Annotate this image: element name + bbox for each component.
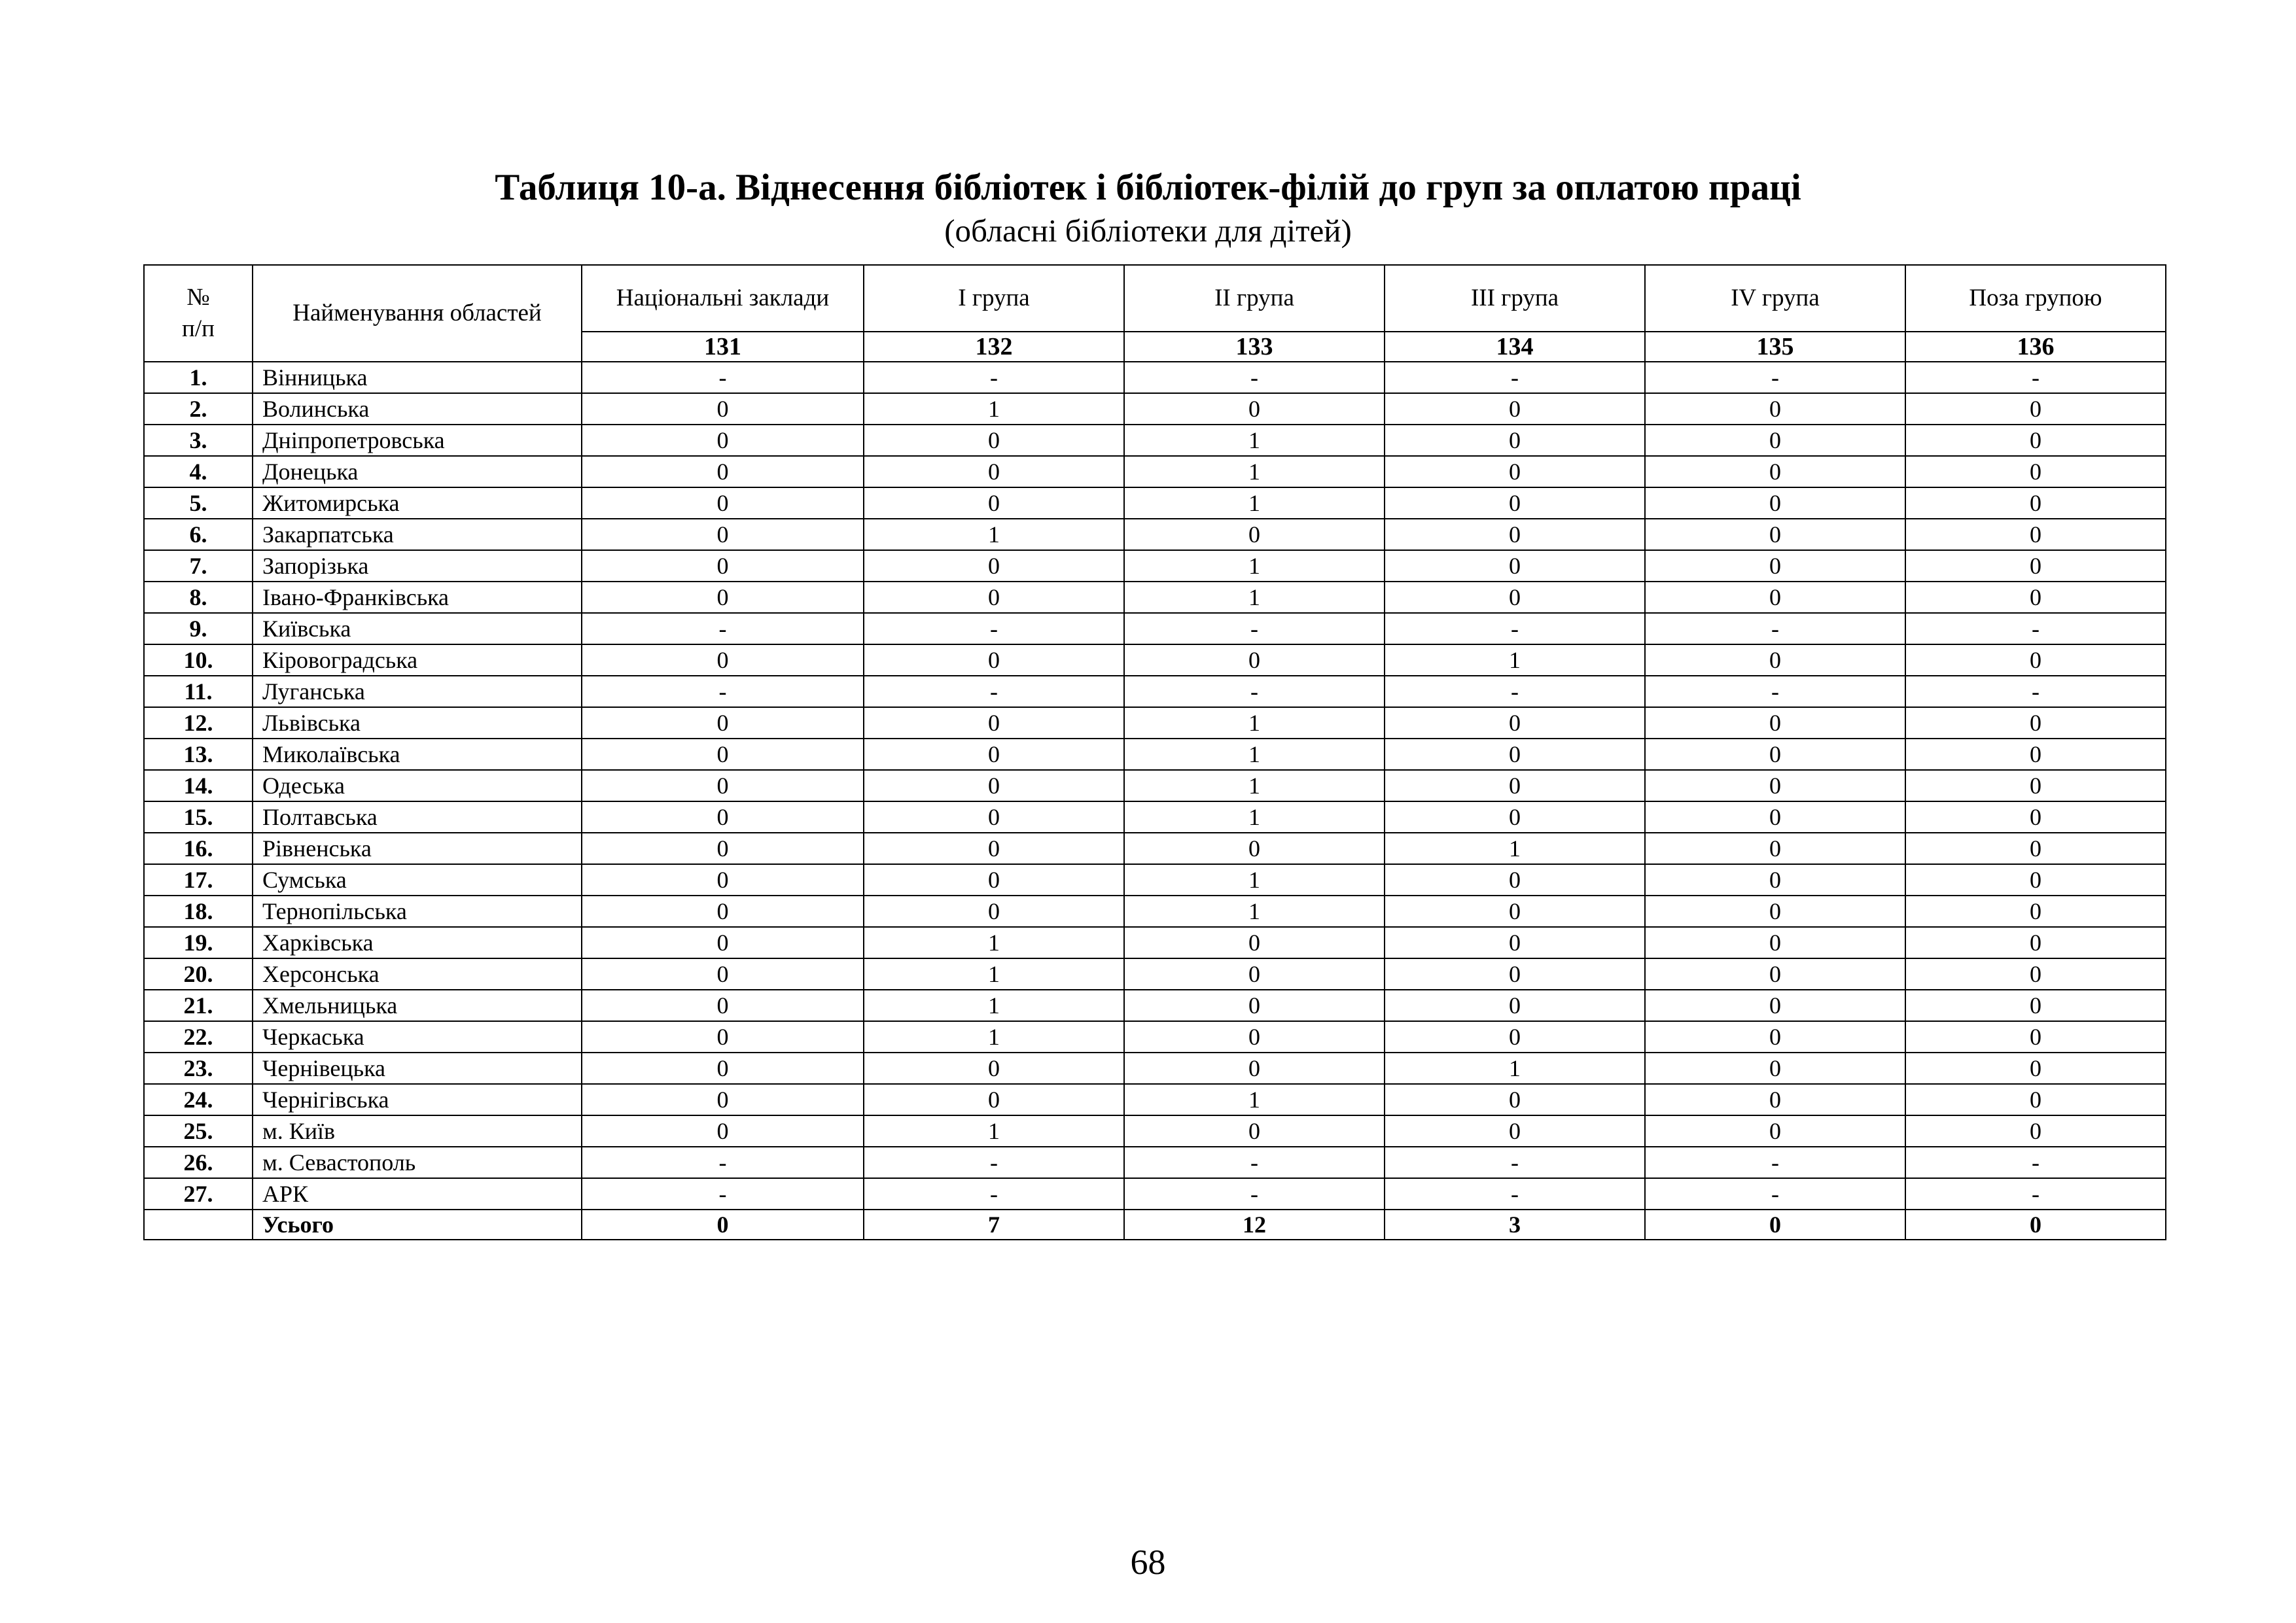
cell-value: 0: [1905, 582, 2166, 613]
header-number: № п/п: [144, 265, 253, 362]
cell-value: 0: [1385, 864, 1645, 896]
cell-value: 0: [1385, 550, 1645, 582]
cell-value: 0: [1385, 1084, 1645, 1115]
cell-value: 0: [1905, 896, 2166, 927]
cell-value: 1: [864, 519, 1124, 550]
table-row: [144, 1021, 2166, 1053]
table-row: [144, 1115, 2166, 1147]
header-column-label: II група: [1124, 265, 1385, 332]
cell-value: 1: [1124, 801, 1385, 833]
region-name: Рівненська: [253, 833, 582, 864]
cell-value: 0: [582, 927, 864, 958]
region-name: Чернігівська: [253, 1084, 582, 1115]
row-index: 5.: [144, 487, 253, 519]
cell-value: 0: [864, 707, 1124, 739]
cell-value: 0: [1385, 456, 1645, 487]
table-row: [144, 707, 2166, 739]
page-title: Таблиця 10-а. Віднесення бібліотек і бібліотек-філій до груп за оплатою праці: [495, 167, 1801, 208]
cell-value: 0: [864, 864, 1124, 896]
cell-value: 0: [582, 896, 864, 927]
row-index: 19.: [144, 927, 253, 958]
total-value: 12: [1124, 1210, 1385, 1240]
region-name: Донецька: [253, 456, 582, 487]
cell-value: 0: [582, 1053, 864, 1084]
cell-value: 0: [1124, 990, 1385, 1021]
table-row: [144, 676, 2166, 707]
total-value: 0: [1645, 1210, 1905, 1240]
cell-value: 0: [1124, 1115, 1385, 1147]
cell-value: 0: [1385, 927, 1645, 958]
cell-value: 0: [1385, 958, 1645, 990]
cell-value: 0: [864, 739, 1124, 770]
row-index: 7.: [144, 550, 253, 582]
cell-value: 0: [1645, 425, 1905, 456]
region-name: Сумська: [253, 864, 582, 896]
cell-value: 0: [1385, 801, 1645, 833]
cell-value: 0: [582, 990, 864, 1021]
cell-value: 0: [1905, 1115, 2166, 1147]
region-name: м. Київ: [253, 1115, 582, 1147]
cell-value: 0: [1645, 519, 1905, 550]
cell-value: 0: [1385, 739, 1645, 770]
cell-value: 0: [864, 456, 1124, 487]
cell-value: 0: [1385, 425, 1645, 456]
cell-value: 0: [1124, 1021, 1385, 1053]
cell-value: 0: [582, 958, 864, 990]
region-name: Херсонська: [253, 958, 582, 990]
cell-value: 1: [1124, 864, 1385, 896]
cell-value: 0: [1645, 644, 1905, 676]
row-index: 1.: [144, 362, 253, 393]
table-row: [144, 739, 2166, 770]
row-index: 2.: [144, 393, 253, 425]
cell-value: 0: [1905, 801, 2166, 833]
row-index: 3.: [144, 425, 253, 456]
header-column-code: 131: [582, 332, 864, 362]
cell-value: 0: [1645, 487, 1905, 519]
cell-value: 0: [1905, 644, 2166, 676]
cell-value: 0: [582, 393, 864, 425]
region-name: Одеська: [253, 770, 582, 801]
cell-value: 0: [864, 801, 1124, 833]
table-row: [144, 1178, 2166, 1210]
header-column-code: 136: [1905, 332, 2166, 362]
total-value: 0: [582, 1210, 864, 1240]
cell-value: 1: [1385, 644, 1645, 676]
region-name: Запорізька: [253, 550, 582, 582]
cell-value: -: [864, 676, 1124, 707]
cell-value: 1: [864, 1115, 1124, 1147]
cell-value: -: [864, 1147, 1124, 1178]
cell-value: 0: [1645, 896, 1905, 927]
table-row: [144, 833, 2166, 864]
cell-value: 0: [1385, 519, 1645, 550]
cell-value: 1: [864, 927, 1124, 958]
cell-value: 0: [582, 770, 864, 801]
cell-value: -: [1124, 613, 1385, 644]
region-name: АРК: [253, 1178, 582, 1210]
table-row: [144, 519, 2166, 550]
cell-value: -: [864, 613, 1124, 644]
cell-value: 0: [1645, 990, 1905, 1021]
row-index: 24.: [144, 1084, 253, 1115]
cell-value: 0: [864, 896, 1124, 927]
page-number: 68: [1130, 1543, 1166, 1582]
row-index: 4.: [144, 456, 253, 487]
region-name: Тернопільська: [253, 896, 582, 927]
cell-value: -: [1905, 1178, 2166, 1210]
row-index: 20.: [144, 958, 253, 990]
table-row: [144, 864, 2166, 896]
row-index: 10.: [144, 644, 253, 676]
table-row: [144, 487, 2166, 519]
region-name: Харківська: [253, 927, 582, 958]
cell-value: -: [1385, 613, 1645, 644]
header-column-code: 132: [864, 332, 1124, 362]
cell-value: -: [582, 1147, 864, 1178]
cell-value: -: [1645, 362, 1905, 393]
cell-value: -: [1124, 676, 1385, 707]
region-name: Дніпропетровська: [253, 425, 582, 456]
row-index: 22.: [144, 1021, 253, 1053]
region-name: Волинська: [253, 393, 582, 425]
cell-value: 0: [864, 425, 1124, 456]
header-region-name: Найменування областей: [253, 265, 582, 362]
row-index: 14.: [144, 770, 253, 801]
cell-value: -: [582, 676, 864, 707]
cell-value: 0: [582, 864, 864, 896]
cell-value: 1: [1124, 1084, 1385, 1115]
cell-value: 1: [1385, 833, 1645, 864]
cell-value: 0: [1124, 644, 1385, 676]
cell-value: 1: [1124, 770, 1385, 801]
cell-value: 0: [1905, 927, 2166, 958]
table-row: [144, 582, 2166, 613]
cell-value: 0: [582, 1021, 864, 1053]
row-index: 15.: [144, 801, 253, 833]
cell-value: -: [1385, 362, 1645, 393]
header-column-code: 134: [1385, 332, 1645, 362]
cell-value: 0: [1645, 550, 1905, 582]
cell-value: 0: [582, 801, 864, 833]
region-name: Київська: [253, 613, 582, 644]
library-groups-table: [143, 264, 2166, 1240]
cell-value: -: [582, 362, 864, 393]
cell-value: 0: [864, 833, 1124, 864]
region-name: Івано-Франківська: [253, 582, 582, 613]
cell-value: 1: [1124, 707, 1385, 739]
cell-value: 0: [1645, 864, 1905, 896]
table-row: [144, 1084, 2166, 1115]
cell-value: 0: [1645, 582, 1905, 613]
cell-value: 0: [864, 1084, 1124, 1115]
row-index: 21.: [144, 990, 253, 1021]
table-row: [144, 990, 2166, 1021]
cell-value: -: [1124, 362, 1385, 393]
cell-value: 0: [1385, 487, 1645, 519]
table-row: [144, 1147, 2166, 1178]
cell-value: 0: [1645, 456, 1905, 487]
cell-value: 0: [864, 487, 1124, 519]
cell-value: 0: [582, 707, 864, 739]
cell-value: 0: [1645, 1021, 1905, 1053]
cell-value: 0: [1385, 393, 1645, 425]
cell-value: 1: [1124, 582, 1385, 613]
cell-value: 0: [582, 550, 864, 582]
cell-value: 0: [1124, 1053, 1385, 1084]
region-name: Миколаївська: [253, 739, 582, 770]
cell-value: 1: [864, 990, 1124, 1021]
cell-value: 0: [582, 487, 864, 519]
cell-value: 0: [1905, 1053, 2166, 1084]
total-value: 3: [1385, 1210, 1645, 1240]
cell-value: -: [1645, 1147, 1905, 1178]
page-subtitle: (обласні бібліотеки для дітей): [944, 213, 1352, 249]
row-index: 27.: [144, 1178, 253, 1210]
table-header-row: [144, 265, 2166, 332]
cell-value: 0: [1645, 958, 1905, 990]
table-row: [144, 393, 2166, 425]
cell-value: 0: [1905, 864, 2166, 896]
cell-value: 0: [1905, 487, 2166, 519]
row-index: 26.: [144, 1147, 253, 1178]
cell-value: 0: [1905, 990, 2166, 1021]
row-index: 6.: [144, 519, 253, 550]
header-column-code: 135: [1645, 332, 1905, 362]
header-column-label: III група: [1385, 265, 1645, 332]
region-name: Закарпатська: [253, 519, 582, 550]
total-value: 0: [1905, 1210, 2166, 1240]
cell-value: -: [1645, 613, 1905, 644]
cell-value: 0: [1905, 707, 2166, 739]
cell-value: 0: [1645, 1084, 1905, 1115]
cell-value: 0: [1905, 739, 2166, 770]
header-column-label: Національні заклади: [582, 265, 864, 332]
cell-value: -: [1385, 1147, 1645, 1178]
row-index: 13.: [144, 739, 253, 770]
row-index: 16.: [144, 833, 253, 864]
region-name: Кіровоградська: [253, 644, 582, 676]
cell-value: -: [1645, 1178, 1905, 1210]
row-index: 23.: [144, 1053, 253, 1084]
region-name: Луганська: [253, 676, 582, 707]
cell-value: 0: [864, 770, 1124, 801]
cell-value: 0: [582, 582, 864, 613]
cell-value: 1: [1124, 896, 1385, 927]
cell-value: 1: [1124, 739, 1385, 770]
cell-value: 0: [864, 1053, 1124, 1084]
table-row: [144, 456, 2166, 487]
cell-value: 0: [1905, 770, 2166, 801]
cell-value: 0: [1124, 393, 1385, 425]
cell-value: 0: [1905, 833, 2166, 864]
table-row: [144, 362, 2166, 393]
cell-value: -: [1905, 613, 2166, 644]
cell-value: 1: [864, 1021, 1124, 1053]
cell-value: 0: [1645, 770, 1905, 801]
cell-value: 0: [582, 739, 864, 770]
total-row: [144, 1210, 2166, 1240]
table-row: [144, 425, 2166, 456]
region-name: Житомирська: [253, 487, 582, 519]
cell-value: -: [1124, 1178, 1385, 1210]
cell-value: 1: [1124, 487, 1385, 519]
cell-value: 0: [1385, 1115, 1645, 1147]
header-column-label: IV група: [1645, 265, 1905, 332]
total-index-blank: [144, 1210, 253, 1240]
cell-value: -: [1905, 1147, 2166, 1178]
cell-value: 0: [1385, 770, 1645, 801]
table-row: [144, 896, 2166, 927]
cell-value: 0: [1645, 927, 1905, 958]
row-index: 9.: [144, 613, 253, 644]
region-name: Чернівецька: [253, 1053, 582, 1084]
cell-value: 0: [1124, 519, 1385, 550]
cell-value: 1: [1124, 456, 1385, 487]
cell-value: -: [1385, 676, 1645, 707]
cell-value: -: [582, 613, 864, 644]
header-column-label: Поза групою: [1905, 265, 2166, 332]
header-column-code: 133: [1124, 332, 1385, 362]
cell-value: 0: [1124, 927, 1385, 958]
cell-value: 0: [582, 833, 864, 864]
table-row: [144, 550, 2166, 582]
cell-value: 0: [582, 456, 864, 487]
table-row: [144, 613, 2166, 644]
cell-value: -: [1124, 1147, 1385, 1178]
table-row: [144, 927, 2166, 958]
row-index: 18.: [144, 896, 253, 927]
region-name: Черкаська: [253, 1021, 582, 1053]
cell-value: 0: [1905, 425, 2166, 456]
table-row: [144, 958, 2166, 990]
cell-value: 0: [1905, 958, 2166, 990]
cell-value: -: [582, 1178, 864, 1210]
cell-value: 0: [1905, 393, 2166, 425]
header-column-label: I група: [864, 265, 1124, 332]
total-label: Усього: [253, 1210, 582, 1240]
cell-value: 0: [864, 550, 1124, 582]
cell-value: -: [1905, 362, 2166, 393]
cell-value: 0: [582, 1115, 864, 1147]
cell-value: 1: [864, 958, 1124, 990]
cell-value: -: [864, 362, 1124, 393]
region-name: Хмельницька: [253, 990, 582, 1021]
cell-value: 0: [1905, 519, 2166, 550]
cell-value: 1: [1385, 1053, 1645, 1084]
cell-value: 0: [582, 519, 864, 550]
region-name: Полтавська: [253, 801, 582, 833]
row-index: 8.: [144, 582, 253, 613]
region-name: Вінницька: [253, 362, 582, 393]
cell-value: 0: [1645, 1053, 1905, 1084]
cell-value: 0: [1645, 833, 1905, 864]
cell-value: 0: [1385, 990, 1645, 1021]
total-value: 7: [864, 1210, 1124, 1240]
cell-value: -: [1905, 676, 2166, 707]
cell-value: 0: [1124, 833, 1385, 864]
row-index: 12.: [144, 707, 253, 739]
table-row: [144, 1053, 2166, 1084]
cell-value: 0: [582, 1084, 864, 1115]
cell-value: 0: [1905, 456, 2166, 487]
cell-value: -: [864, 1178, 1124, 1210]
cell-value: -: [1385, 1178, 1645, 1210]
table-row: [144, 770, 2166, 801]
cell-value: 0: [1385, 1021, 1645, 1053]
cell-value: 1: [1124, 550, 1385, 582]
cell-value: 0: [582, 425, 864, 456]
table-row: [144, 644, 2166, 676]
region-name: Львівська: [253, 707, 582, 739]
cell-value: 0: [1905, 1021, 2166, 1053]
cell-value: 1: [1124, 425, 1385, 456]
cell-value: 0: [1385, 582, 1645, 613]
cell-value: 0: [1645, 801, 1905, 833]
cell-value: 0: [864, 582, 1124, 613]
cell-value: 0: [1645, 707, 1905, 739]
cell-value: 0: [582, 644, 864, 676]
cell-value: -: [1645, 676, 1905, 707]
cell-value: 0: [864, 644, 1124, 676]
cell-value: 0: [1385, 707, 1645, 739]
cell-value: 0: [1645, 393, 1905, 425]
cell-value: 0: [1905, 1084, 2166, 1115]
cell-value: 0: [1645, 739, 1905, 770]
row-index: 11.: [144, 676, 253, 707]
cell-value: 0: [1385, 896, 1645, 927]
cell-value: 0: [1905, 550, 2166, 582]
row-index: 25.: [144, 1115, 253, 1147]
cell-value: 0: [1645, 1115, 1905, 1147]
cell-value: 0: [1124, 958, 1385, 990]
cell-value: 1: [864, 393, 1124, 425]
region-name: м. Севастополь: [253, 1147, 582, 1178]
table-row: [144, 801, 2166, 833]
row-index: 17.: [144, 864, 253, 896]
